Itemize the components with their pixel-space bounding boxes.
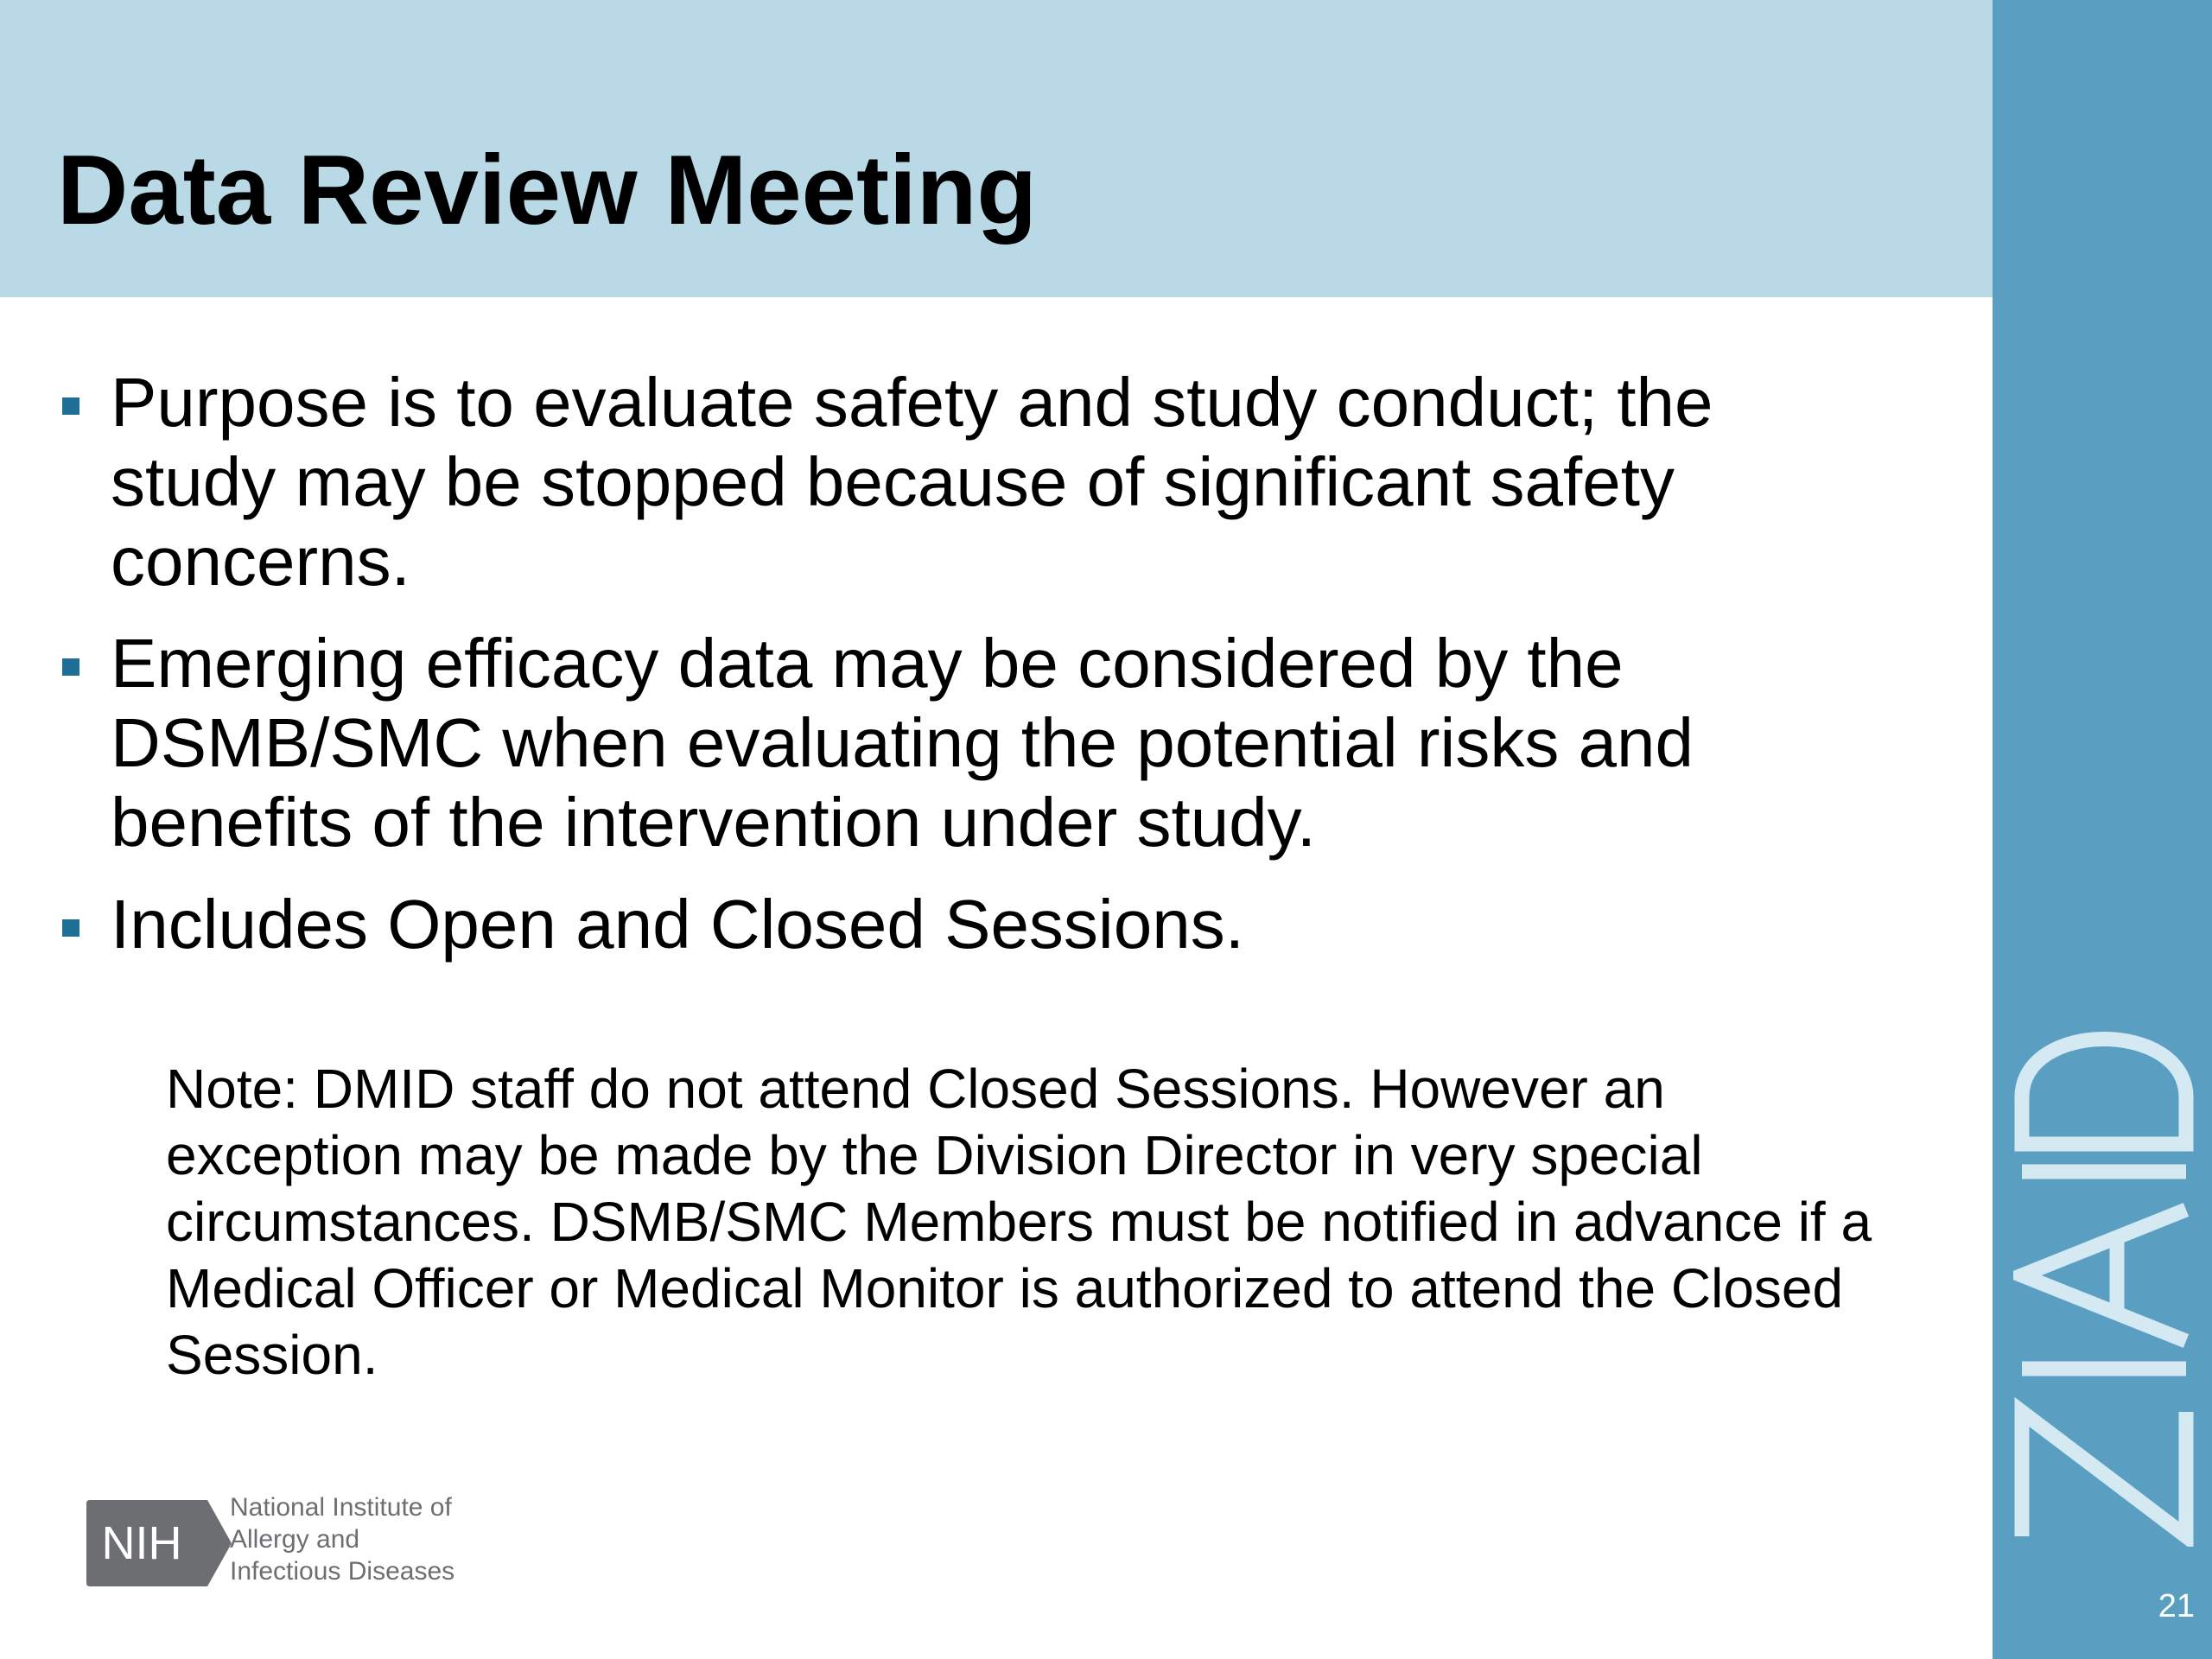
square-bullet-icon — [62, 658, 79, 676]
bullet-item — [0, 624, 1901, 862]
nih-org-line: Infectious Diseases — [230, 1557, 455, 1586]
bullet-item — [0, 363, 1901, 601]
square-bullet-icon — [62, 397, 79, 415]
nih-organization-name — [230, 1491, 506, 1587]
nih-org-line: National Institute of — [230, 1493, 452, 1522]
page-number: 21 — [2158, 1588, 2195, 1624]
nih-badge-icon — [86, 1500, 233, 1586]
bullet-list — [0, 363, 1901, 987]
niaid-logo — [2013, 1002, 2195, 1547]
bullet-text: Emerging efficacy data may be considered by the DSMB/SMC when evaluating the potential risks and benefits of the intervention under study. — [111, 625, 1694, 861]
bullet-text: Includes Open and Closed Sessions. — [111, 886, 1244, 963]
square-bullet-icon — [62, 919, 79, 937]
nih-logo — [86, 1488, 501, 1600]
svg-text:NIH: NIH — [101, 1517, 182, 1569]
slide-title: Data Review Meeting — [57, 136, 1037, 245]
bullet-text: Purpose is to evaluate safety and study conduct; the study may be stopped because of significant safety concerns. — [111, 364, 1713, 600]
bullet-item — [0, 885, 1901, 964]
note-paragraph: Note: DMID staff do not attend Closed Sessions. However an exception may be made by the Division Director in very special circumstances. DSMB/SMC Members must be notified in advance if a Medical Officer or Medical Monitor is authorized to attend the Closed Session. — [166, 1058, 1872, 1386]
nih-org-line: Allergy and — [230, 1525, 360, 1554]
